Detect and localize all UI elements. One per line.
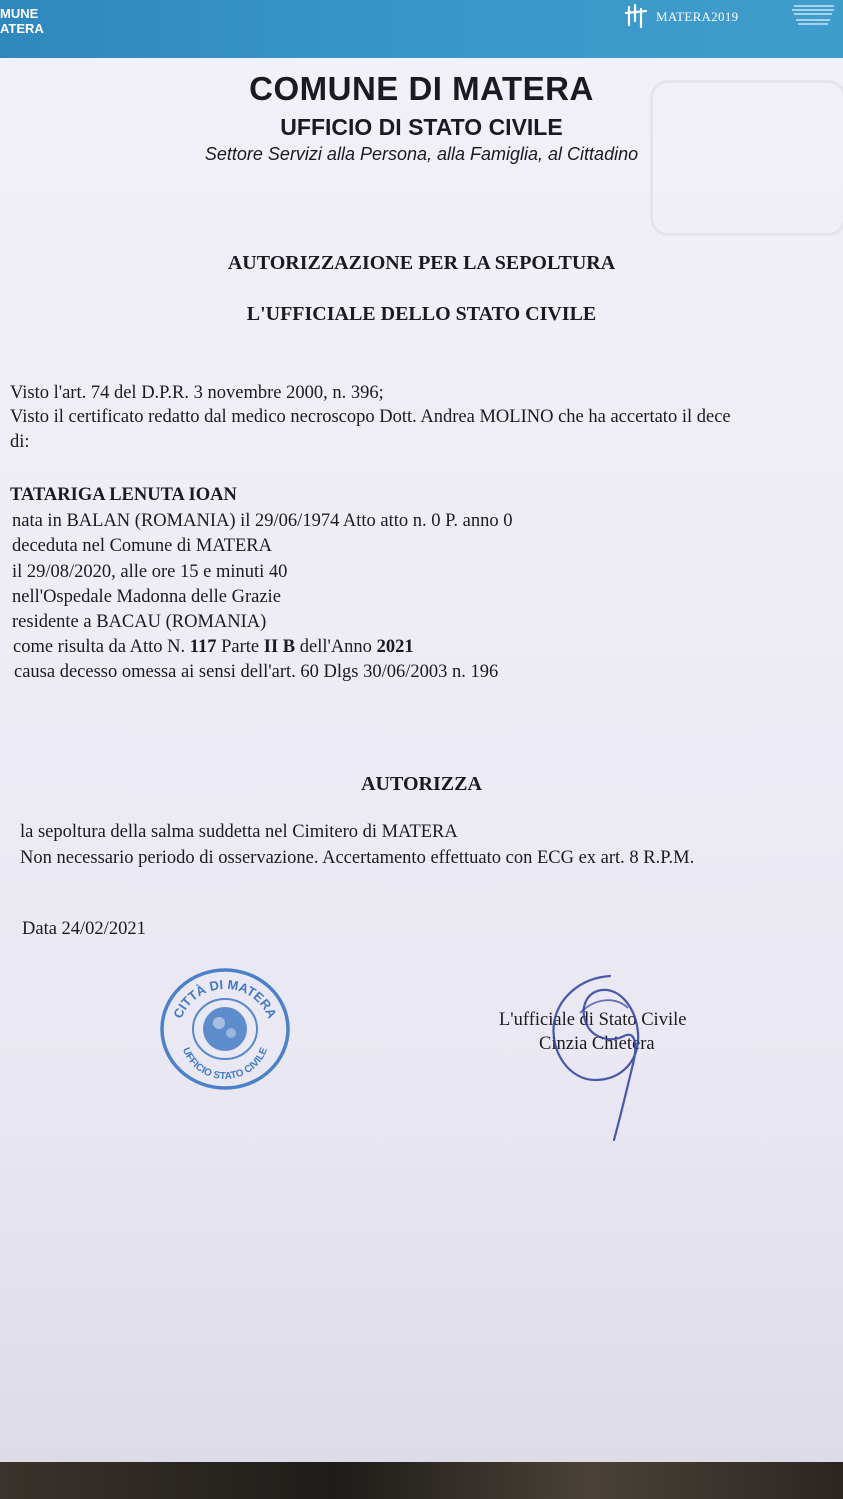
hospital-line: nell'Ospedale Madonna delle Grazie (12, 587, 281, 607)
atto-line (13, 637, 414, 658)
signatory-name: Cinzia Chietera (539, 1034, 655, 1054)
authorize-line-1: la sepoltura della salma suddetta nel Cimitero di MATERA (20, 822, 458, 842)
floor-background (0, 1462, 843, 1499)
official-stamp-icon (159, 967, 291, 1091)
matera-logo-icon (624, 3, 652, 31)
cause-line: causa decesso omessa ai sensi dell'art. 60 Dlgs 30/06/2003 n. 196 (14, 662, 499, 682)
svg-text:UFFICIO STATO CIVILE (180, 1046, 270, 1082)
matera-logo-text: MATERA2019 (656, 9, 739, 24)
atto-mid: Parte (216, 637, 264, 657)
atto-prefix: come risulta da Atto N. (13, 637, 190, 657)
page-title: COMUNE DI MATERA (249, 70, 594, 107)
visto-line-1: Visto l'art. 74 del D.P.R. 3 novembre 2000, n. 396; (10, 383, 384, 403)
deceased-name: TATARIGA LENUTA IOAN (10, 485, 237, 505)
document-date: Data 24/02/2021 (22, 919, 146, 939)
header-banner (0, 0, 843, 58)
stamp-bottom-text: UFFICIO STATO CIVILE (179, 1046, 270, 1083)
sector-name: Settore Servizi alla Persona, alla Famiglia, al Cittadino (204, 144, 639, 164)
visto-line-2-cont: di: (10, 432, 30, 452)
death-place-line: deceduta nel Comune di MATERA (12, 536, 272, 556)
birth-line: nata in BALAN (ROMANIA) il 29/06/1974 Atto atto n. 0 P. anno 0 (12, 511, 513, 531)
document-heading: AUTORIZZAZIONE PER LA SEPOLTURA (227, 252, 616, 274)
residence-line: residente a BACAU (ROMANIA) (12, 612, 267, 632)
handwritten-signature-icon (540, 968, 650, 1148)
banner-left-text: MUNE ATERA (0, 6, 44, 36)
visto-line-2: Visto il certificato redatto dal medico necroscopo Dott. Andrea MOLINO che ha accertato il dece (10, 407, 731, 427)
atto-anno: 2021 (376, 637, 414, 657)
matera-2019-logo (624, 2, 738, 32)
authorize-line-2: Non necessario periodo di osservazione. Accertamento effettuato con ECG ex art. 8 R.P.M. (20, 848, 695, 868)
atto-anno-label: dell'Anno (295, 637, 377, 657)
issuer-heading: L'UFFICIALE DELLO STATO CIVILE (246, 303, 597, 325)
stamp-top-text: CITTÀ DI MATERA (170, 976, 280, 1021)
office-name: UFFICIO DI STATO CIVILE (280, 114, 563, 140)
banner-right-emblem-icon (784, 0, 839, 30)
atto-number: 117 (189, 637, 217, 657)
death-time-line: il 29/08/2020, alle ore 15 e minuti 40 (12, 562, 288, 582)
atto-parte: II B (263, 637, 296, 657)
signatory-role: L'ufficiale di Stato Civile (499, 1010, 687, 1030)
authorize-heading: AUTORIZZA (361, 773, 482, 795)
